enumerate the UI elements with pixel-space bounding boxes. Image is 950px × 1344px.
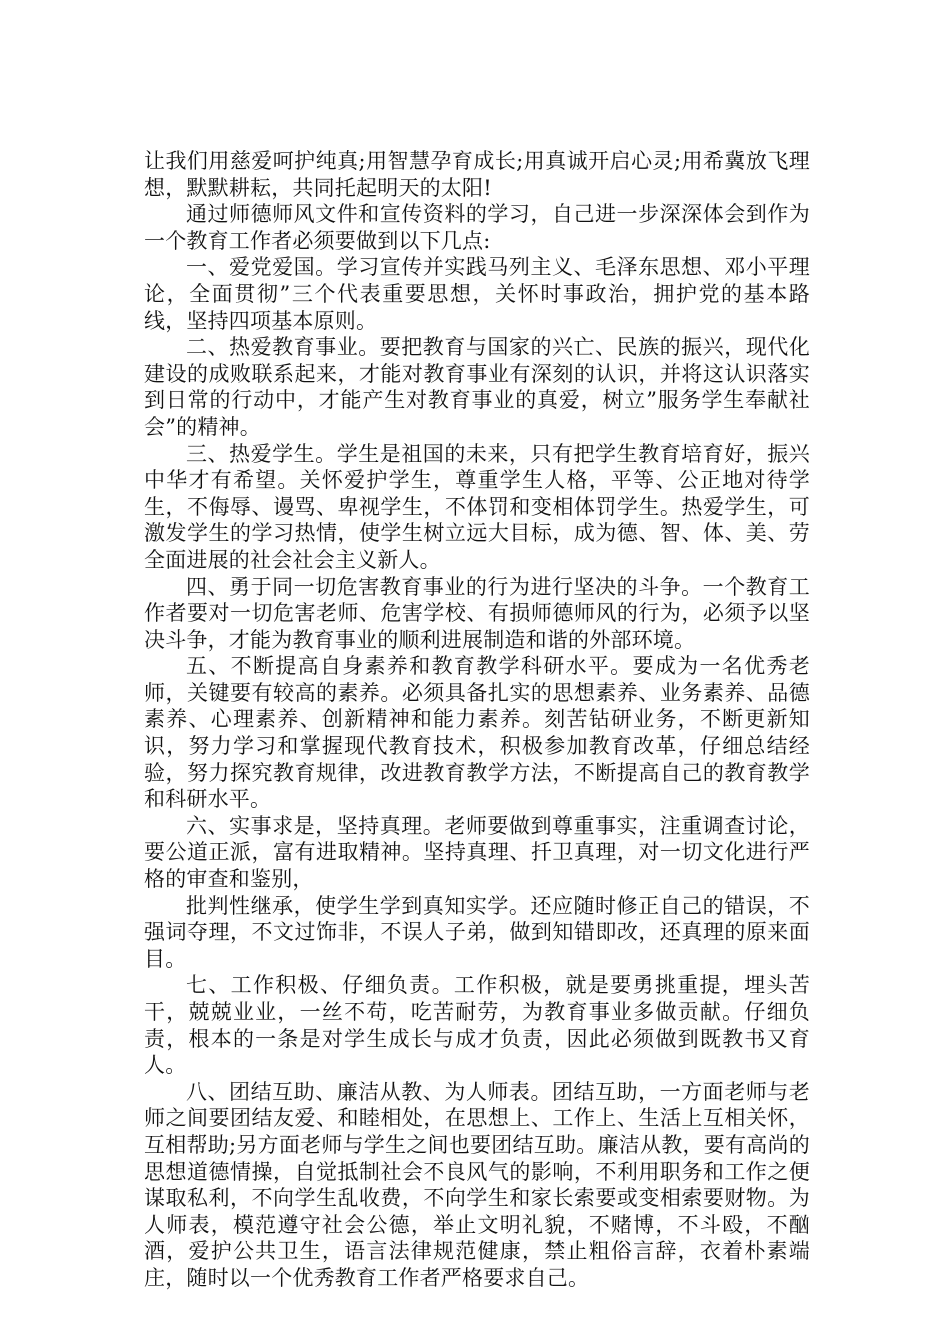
paragraph-point-2: 二、热爱教育事业。要把教育与国家的兴亡、民族的振兴，现代化建设的成败联系起来，才能对教育事业有深刻的认识，并将这认识落实到日常的行动中，才能产生对教育事业的真爱，树立”服务学生奉献社会”的精神。: [144, 335, 810, 439]
paragraph-point-6: 六、实事求是，坚持真理。老师要做到尊重事实，注重调查讨论，要公道正派，富有进取精神。坚持真理、扦卫真理，对一切文化进行严格的审查和鉴别，: [144, 813, 810, 892]
paragraph-point-7: 七、工作积极、仔细负责。工作积极，就是要勇挑重提，埋头苦干，兢兢业业，一丝不苟，吃苦耐劳，为教育事业多做贡献。仔细负责，根本的一条是对学生成长与成才负责，因此必须做到既教书又育人。: [144, 973, 810, 1078]
document-body: [144, 148, 810, 1292]
paragraph-summary: 通过师德师风文件和宣传资料的学习，自己进一步深深体会到作为一个教育工作者必须要做到以下几点:: [144, 202, 810, 253]
paragraph-point-6-continued: 批判性继承，使学生学到真知实学。还应随时修正自己的错误，不强词夺理，不文过饰非，不误人子弟，做到知错即改，还真理的原来面目。: [144, 893, 810, 971]
paragraph-point-4: 四、勇于同一切危害教育事业的行为进行坚决的斗争。一个教育工作者要对一切危害老师、危害学校、有损师德师风的行为，必须予以坚决斗争，才能为教育事业的顺利进展制造和谐的外部环境。: [144, 574, 810, 652]
paragraph-intro: 让我们用慈爱呵护纯真;用智慧孕育成长;用真诚开启心灵;用希冀放飞理想，默默耕耘，共同托起明天的太阳!: [144, 149, 810, 200]
paragraph-point-3: 三、热爱学生。学生是祖国的未来，只有把学生教育培育好，振兴中华才有希望。关怀爱护学生，尊重学生人格，平等、公正地对待学生，不侮辱、谩骂、卑视学生，不体罚和变相体罚学生。热爱学生，可激发学生的学习热情，使学生树立远大目标，成为德、智、体、美、劳全面进展的社会社会主义新人。: [144, 441, 810, 572]
paragraph-point-5: 五、不断提高自身素养和教育教学科研水平。要成为一名优秀老师，关键要有较高的素养。必须具备扎实的思想素养、业务素养、品德素养、心理素养、创新精神和能力素养。刻苦钻研业务，不断更新知识，努力学习和掌握现代教育技术，积极参加教育改革，仔细总结经验，努力探究教育规律，改进教育教学方法，不断提高自己的教育教学和科研水平。: [144, 654, 810, 812]
paragraph-point-8: 八、团结互助、廉洁从教、为人师表。团结互助，一方面老师与老师之间要团结友爱、和睦相处，在思想上、工作上、生活上互相关怀，互相帮助;另方面老师与学生之间也要团结互助。廉洁从教，要有高尚的思想道德情操，自觉抵制社会不良风气的影响，不利用职务和工作之便谋取私利，不向学生乱收费，不向学生和家长索要或变相索要财物。为人师表，模范遵守社会公德，举止文明礼貌，不赌博，不斗殴，不酗酒，爱护公共卫生，语言法律规范健康，禁止粗俗言辞，衣着朴素端庄，随时以一个优秀教育工作者严格要求自己。: [144, 1079, 810, 1290]
paragraph-point-1: 一、爱党爱国。学习宣传并实践马列主义、毛泽东思想、邓小平理论，全面贯彻”三个代表重要思想，关怀时事政治，拥护党的基本路线，坚持四项基本原则。: [144, 255, 810, 333]
